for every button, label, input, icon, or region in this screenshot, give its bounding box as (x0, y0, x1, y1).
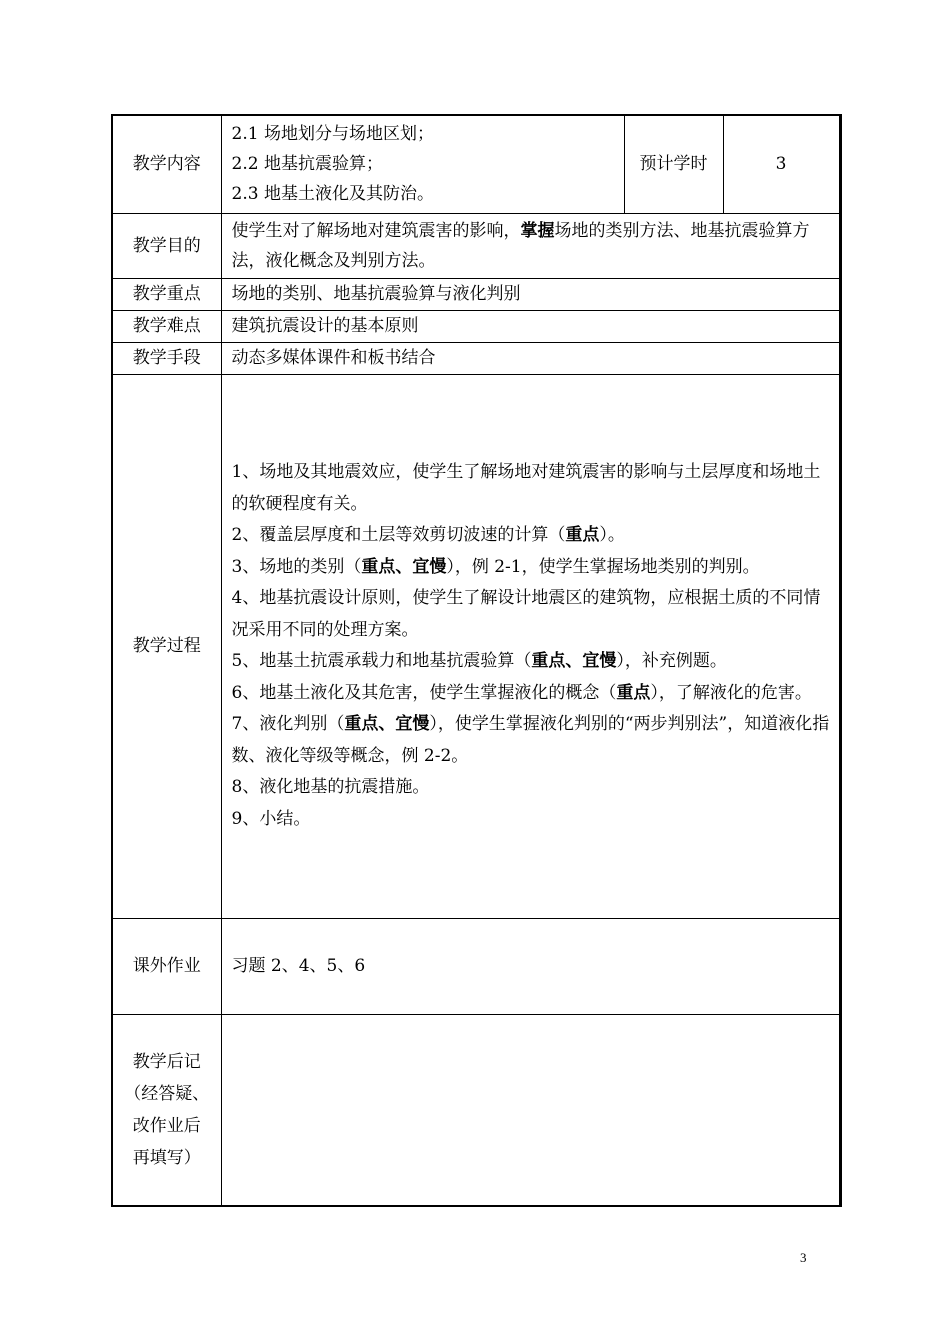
process-item: 1、场地及其地震效应，使学生了解场地对建筑震害的影响与土层厚度和场地土的软硬程度有关。 (231, 462, 821, 514)
teaching-remarks-text (221, 1014, 840, 1206)
objective-text-bold: 掌握 (520, 220, 555, 241)
process-item-emphasis: 重点、宜慢 (361, 556, 447, 577)
homework-text: 习题 2、4、5、6 (221, 918, 840, 1014)
process-item-text: 6、地基土液化及其危害，使学生掌握液化的概念（ (231, 682, 617, 703)
process-item-emphasis: 重点、宜慢 (531, 651, 617, 671)
page-number: 3 (800, 1250, 807, 1265)
teaching-process-cell (221, 374, 840, 918)
hours-label: 预计学时 (624, 115, 723, 213)
process-item (232, 520, 833, 552)
objective-text-pre: 使学生对了解场地对建筑震害的影响， (231, 220, 521, 241)
content-item: 2.1 场地划分与场地区划； (231, 124, 434, 145)
process-item (232, 678, 833, 710)
process-item-emphasis: 重点 (565, 525, 600, 545)
process-item-text: ），使学生掌握液化判别的“两步判别法”，知道液化指数、液化等级等概念，例 2-2。 (231, 714, 830, 766)
row-teaching-objective (112, 213, 840, 278)
teaching-method-text: 动态多媒体课件和板书结合 (221, 342, 840, 374)
teaching-method-label: 教学手段 (112, 342, 221, 374)
process-item (232, 646, 833, 678)
difficulties-label: 教学难点 (112, 310, 221, 342)
process-list (232, 395, 833, 897)
homework-label: 课外作业 (112, 918, 221, 1014)
process-item-emphasis: 重点、宜慢 (344, 714, 430, 734)
process-item-text: ），例 2-1，使学生掌握场地类别的判别。 (446, 556, 760, 577)
process-item-emphasis: 重点 (616, 682, 651, 703)
remarks-label-line: （经答疑、 (124, 1083, 210, 1104)
remarks-label-line: 改作业后 (132, 1115, 201, 1136)
process-item-text: 5、地基土抗震承载力和地基抗震验算（ (231, 651, 532, 671)
row-homework (112, 918, 840, 1014)
difficulties-text: 建筑抗震设计的基本原则 (221, 310, 840, 342)
content-item: 2.3 地基土液化及其防治。 (231, 184, 434, 205)
process-item-text: 2、覆盖层厚度和土层等效剪切波速的计算（ (231, 525, 566, 545)
lesson-plan-table (111, 114, 842, 1207)
row-teaching-content (112, 115, 840, 213)
remarks-label-line: 再填写） (132, 1147, 201, 1168)
process-item-text: ），补充例题。 (616, 651, 727, 671)
row-teaching-process (112, 374, 840, 918)
process-item: 8、液化地基的抗震措施。 (231, 777, 430, 797)
row-difficulties (112, 310, 840, 342)
teaching-objective-label: 教学目的 (112, 213, 221, 278)
row-teaching-method (112, 342, 840, 374)
row-key-points (112, 278, 840, 310)
objective-text-post: 场地的类别方法、地基抗震验算方法，液化概念及判别方法。 (231, 220, 810, 271)
hours-value: 3 (723, 115, 840, 213)
process-item-text: 7、液化判别（ (231, 714, 345, 734)
process-item-text: ），了解液化的危害。 (650, 682, 812, 703)
process-item (232, 709, 833, 772)
process-item-text: ）。 (599, 525, 625, 545)
content-item: 2.2 地基抗震验算； (231, 154, 383, 175)
process-item-text: 3、场地的类别（ (231, 556, 362, 577)
teaching-objective-text (221, 213, 840, 278)
process-item (232, 552, 833, 584)
teaching-content-cell (221, 115, 624, 213)
key-points-label: 教学重点 (112, 278, 221, 310)
key-points-text: 场地的类别、地基抗震验算与液化判别 (221, 278, 840, 310)
teaching-content-label: 教学内容 (112, 115, 221, 213)
teaching-remarks-label (112, 1014, 221, 1206)
process-item: 4、地基抗震设计原则，使学生了解设计地震区的建筑物，应根据土质的不同情况采用不同的处理方案。 (231, 588, 821, 640)
process-item: 9、小结。 (231, 808, 311, 829)
remarks-label-line: 教学后记 (132, 1051, 201, 1072)
row-teaching-remarks (112, 1014, 840, 1206)
teaching-process-label: 教学过程 (112, 374, 221, 918)
